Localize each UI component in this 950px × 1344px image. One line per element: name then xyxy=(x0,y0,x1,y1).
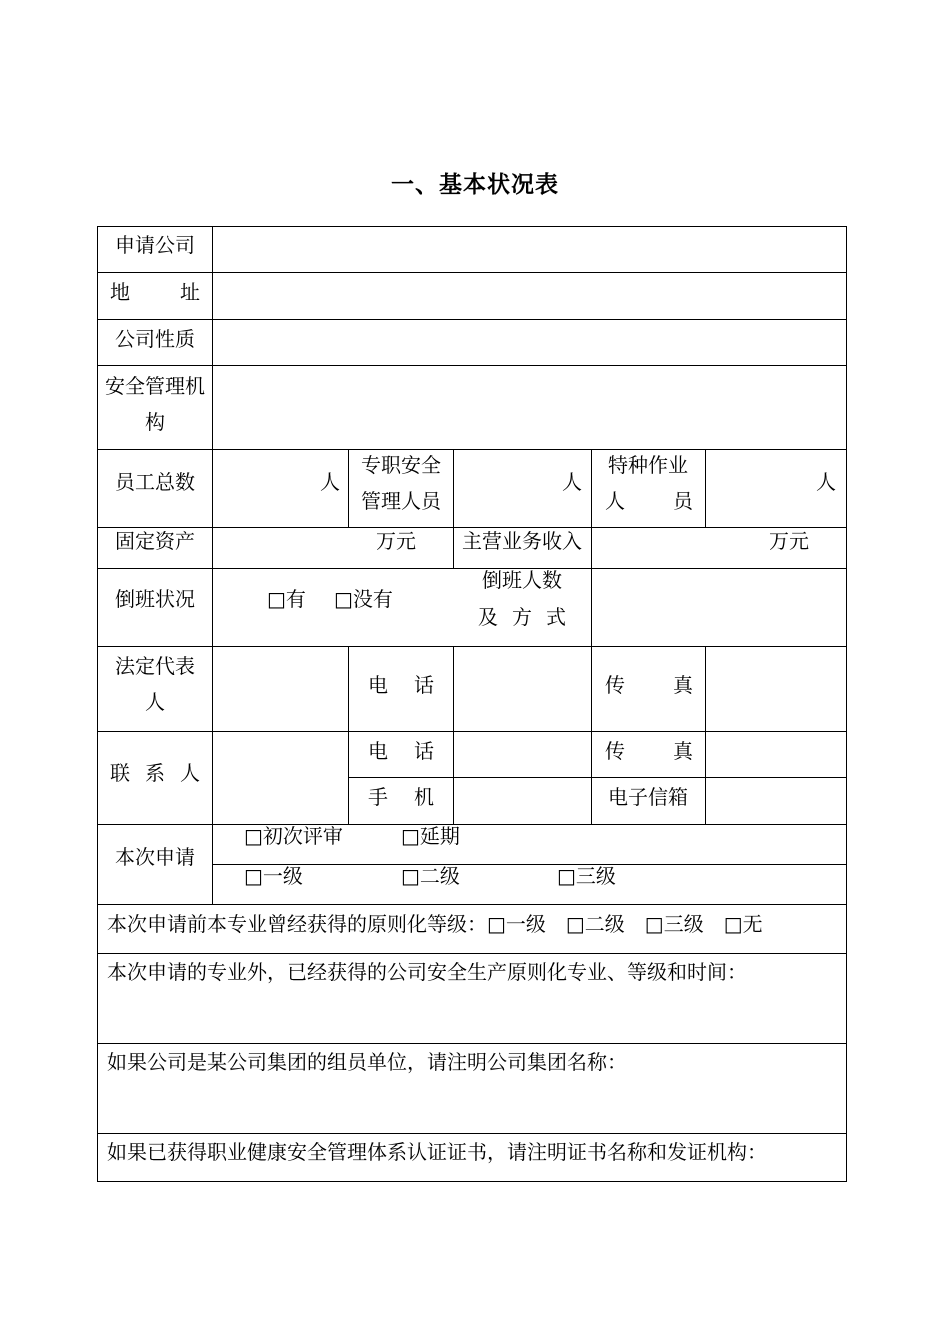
company-nature-label: 公司性质 xyxy=(115,327,195,351)
staff-total-label: 员工总数 xyxy=(115,470,195,494)
basic-info-table xyxy=(97,226,847,1182)
special-ops-unit: 人 xyxy=(816,470,836,494)
fulltime-safety-unit: 人 xyxy=(562,470,582,494)
page-title: 一、基本状况表 xyxy=(391,171,559,198)
first-review-checkbox[interactable]: □初次评审 xyxy=(244,824,343,848)
contact-mobile-label: 手 机 xyxy=(368,785,434,809)
fulltime-safety-label: 专职安全管理人员 xyxy=(361,453,441,513)
company-label: 申请公司 xyxy=(115,233,195,257)
previous-level-row: 本次申请前本专业曾经获得的原则化等级：□一级 □二级 □三级 □无 xyxy=(107,912,763,936)
special-ops-label-line2: 人 员 xyxy=(605,489,693,513)
contact-phone-label: 电 话 xyxy=(368,739,434,763)
main-revenue-label: 主营业务收入 xyxy=(462,529,582,553)
address-label: 地 址 xyxy=(110,280,200,304)
level-3-checkbox[interactable]: □三级 xyxy=(557,864,616,888)
safety-org-label: 安全管理机构 xyxy=(105,374,205,434)
level-1-checkbox[interactable]: □一级 xyxy=(244,864,303,888)
legal-rep-label: 法定代表人 xyxy=(115,654,195,714)
ohs-cert-row: 如果已获得职业健康安全管理体系认证证书，请注明证书名称和发证机构： xyxy=(107,1140,767,1164)
other-specialties-row: 本次申请的专业外，已经获得的公司安全生产原则化专业、等级和时间： xyxy=(107,960,747,984)
shift-people-label-line2: 及 方 式 xyxy=(478,605,566,629)
contact-label: 联 系 人 xyxy=(110,761,200,785)
contact-fax-label: 传 真 xyxy=(605,739,693,763)
special-ops-label-line1: 特种作业 xyxy=(608,453,688,477)
level-2-checkbox[interactable]: □二级 xyxy=(401,864,460,888)
legal-rep-phone-label: 电 话 xyxy=(368,673,434,697)
group-member-row: 如果公司是某公司集团的组员单位，请注明公司集团名称： xyxy=(107,1050,627,1074)
shift-yes-checkbox[interactable]: □有 xyxy=(267,587,306,611)
staff-total-unit: 人 xyxy=(320,470,340,494)
shift-people-label-line1: 倒班人数 xyxy=(482,568,562,592)
shift-no-checkbox[interactable]: □没有 xyxy=(334,587,393,611)
legal-rep-fax-label: 传 真 xyxy=(605,673,693,697)
main-revenue-unit: 万元 xyxy=(769,529,809,553)
contact-email-label: 电子信箱 xyxy=(608,785,688,809)
this-application-label: 本次申请 xyxy=(115,845,195,869)
shift-label: 倒班状况 xyxy=(115,587,195,611)
fixed-assets-label: 固定资产 xyxy=(115,529,195,553)
extension-checkbox[interactable]: □延期 xyxy=(401,824,460,848)
fixed-assets-unit: 万元 xyxy=(376,529,416,553)
